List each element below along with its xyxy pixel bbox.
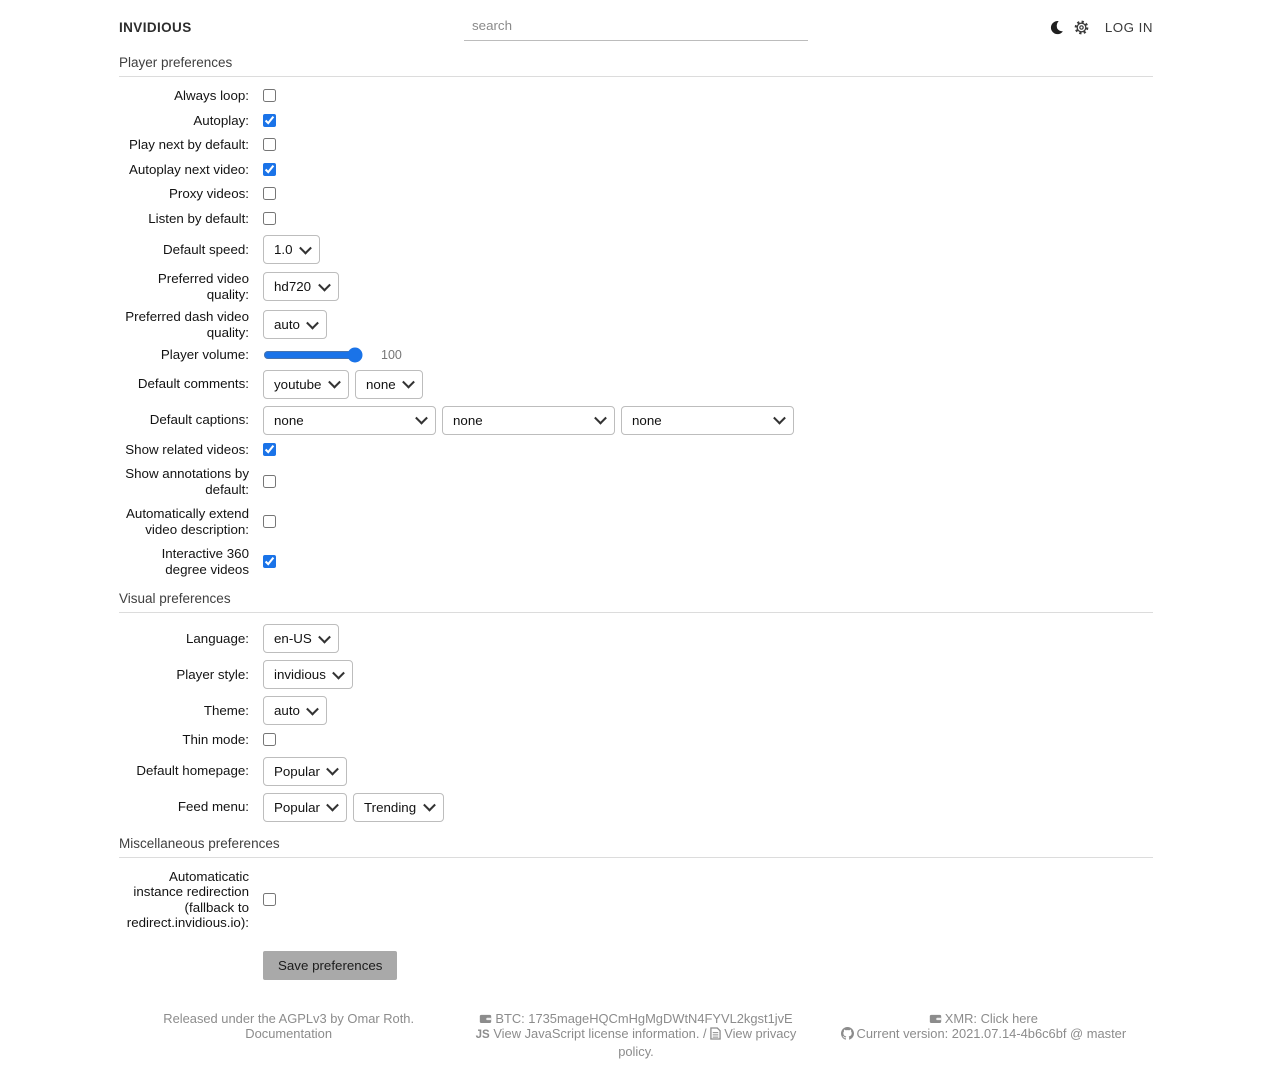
preferences-page <box>119 0 1153 1077</box>
search-input[interactable] <box>464 13 808 41</box>
default-homepage-select[interactable] <box>263 757 347 786</box>
pref-row <box>119 869 1153 931</box>
visual-preferences-heading: Visual preferences <box>119 591 1153 613</box>
proxy-videos-checkbox[interactable] <box>263 187 276 200</box>
version-text: Current version: 2021.07.14-4b6c6bf @ master <box>857 1026 1127 1041</box>
pref-row <box>119 370 1153 399</box>
pref-row <box>119 162 1153 178</box>
pref-row <box>119 235 1153 264</box>
gear-icon <box>1074 20 1089 35</box>
annotations-checkbox[interactable] <box>263 475 276 488</box>
pref-row <box>119 309 1153 340</box>
theme-select[interactable] <box>263 696 327 725</box>
video-quality-select[interactable] <box>263 272 339 301</box>
default-speed-label: Default speed: <box>119 242 249 258</box>
dash-quality-label: Preferred dash video quality: <box>119 309 249 340</box>
pref-row <box>119 406 1153 435</box>
annotations-label: Show annotations by default: <box>119 466 249 497</box>
pref-row <box>119 506 1153 537</box>
javascript-icon: JS <box>476 1029 490 1041</box>
pref-row <box>119 793 1153 822</box>
listen-default-label: Listen by default: <box>119 211 249 227</box>
brand-logo[interactable]: INVIDIOUS <box>119 20 464 35</box>
pref-row <box>119 137 1153 153</box>
feed-menu-second-select[interactable] <box>353 793 444 822</box>
autoplay-next-checkbox[interactable] <box>263 163 276 176</box>
pref-row <box>119 757 1153 786</box>
pref-row <box>119 88 1153 104</box>
default-captions-label: Default captions: <box>119 412 249 428</box>
listen-default-checkbox[interactable] <box>263 212 276 225</box>
default-comments-label: Default comments: <box>119 376 249 392</box>
language-select[interactable] <box>263 624 339 653</box>
pref-row <box>119 466 1153 497</box>
pref-row <box>119 442 1153 458</box>
default-speed-select[interactable] <box>263 235 320 264</box>
privacy-policy-link[interactable]: View privacy policy. <box>618 1026 796 1059</box>
player-style-select[interactable] <box>263 660 353 689</box>
footer-middle <box>466 1011 805 1060</box>
misc-preferences-heading: Miscellaneous preferences <box>119 836 1153 858</box>
pref-row <box>119 271 1153 302</box>
misc-preferences-section <box>119 836 1153 980</box>
footer-right <box>814 1011 1153 1060</box>
save-preferences-button[interactable]: Save preferences <box>263 951 397 980</box>
preferences-button[interactable] <box>1074 20 1089 35</box>
always-loop-label: Always loop: <box>119 88 249 104</box>
player-style-label: Player style: <box>119 667 249 683</box>
instance-redirect-label: Automaticatic instance redirection (fallback to redirect.invidious.io): <box>119 869 249 931</box>
pref-row <box>119 113 1153 129</box>
player-volume-label: Player volume: <box>119 347 249 363</box>
autoplay-next-label: Autoplay next video: <box>119 162 249 178</box>
pref-row <box>119 186 1153 202</box>
footer-separator: / <box>703 1026 707 1041</box>
github-icon <box>841 1027 854 1040</box>
xmr-link[interactable]: XMR: Click here <box>945 1011 1038 1026</box>
top-bar <box>119 0 1153 41</box>
search-box <box>464 13 808 41</box>
visual-preferences-section <box>119 591 1153 822</box>
dark-mode-toggle[interactable] <box>1049 20 1064 35</box>
captions-third-select[interactable] <box>621 406 794 435</box>
comments-first-select[interactable] <box>263 370 349 399</box>
login-link[interactable]: LOG IN <box>1105 20 1153 35</box>
license-text: Released under the AGPLv3 by Omar Roth. <box>119 1011 458 1027</box>
captions-second-select[interactable] <box>442 406 615 435</box>
player-volume-slider[interactable] <box>263 348 363 362</box>
comments-second-select[interactable] <box>355 370 423 399</box>
extend-description-label: Automatically extend video description: <box>119 506 249 537</box>
pref-row <box>119 211 1153 227</box>
video-quality-label: Preferred video quality: <box>119 271 249 302</box>
pref-row <box>119 660 1153 689</box>
play-next-checkbox[interactable] <box>263 138 276 151</box>
save-row <box>263 951 1153 980</box>
privacy-policy-icon <box>710 1027 721 1040</box>
autoplay-checkbox[interactable] <box>263 114 276 127</box>
player-preferences-section <box>119 55 1153 577</box>
footer-left <box>119 1011 458 1060</box>
btc-icon <box>479 1012 492 1025</box>
pref-row <box>119 546 1153 577</box>
extend-description-checkbox[interactable] <box>263 515 276 528</box>
related-videos-label: Show related videos: <box>119 442 249 458</box>
instance-redirect-checkbox[interactable] <box>263 893 276 906</box>
vr360-label: Interactive 360 degree videos <box>119 546 249 577</box>
play-next-label: Play next by default: <box>119 137 249 153</box>
thin-mode-label: Thin mode: <box>119 732 249 748</box>
feed-menu-label: Feed menu: <box>119 799 249 815</box>
feed-menu-first-select[interactable] <box>263 793 347 822</box>
default-homepage-label: Default homepage: <box>119 763 249 779</box>
always-loop-checkbox[interactable] <box>263 89 276 102</box>
btc-address: BTC: 1735mageHQCmHgMgDWtN4FYVL2kgst1jvE <box>495 1011 792 1026</box>
pref-row <box>119 732 1153 748</box>
pref-row <box>119 347 1153 363</box>
vr360-checkbox[interactable] <box>263 555 276 568</box>
player-volume-value: 100 <box>381 348 402 362</box>
language-label: Language: <box>119 631 249 647</box>
page-footer <box>119 1011 1153 1077</box>
xmr-icon <box>929 1012 942 1025</box>
documentation-link[interactable]: Documentation <box>245 1026 332 1041</box>
thin-mode-checkbox[interactable] <box>263 733 276 746</box>
proxy-videos-label: Proxy videos: <box>119 186 249 202</box>
pref-row <box>119 696 1153 725</box>
player-preferences-heading: Player preferences <box>119 55 1153 77</box>
autoplay-label: Autoplay: <box>119 113 249 129</box>
pref-row <box>119 624 1153 653</box>
related-videos-checkbox[interactable] <box>263 443 276 456</box>
captions-first-select[interactable] <box>263 406 436 435</box>
theme-label: Theme: <box>119 703 249 719</box>
header-actions <box>808 20 1153 35</box>
moon-icon <box>1049 20 1064 35</box>
js-license-link[interactable]: View JavaScript license information. <box>493 1026 699 1041</box>
dash-quality-select[interactable] <box>263 310 327 339</box>
